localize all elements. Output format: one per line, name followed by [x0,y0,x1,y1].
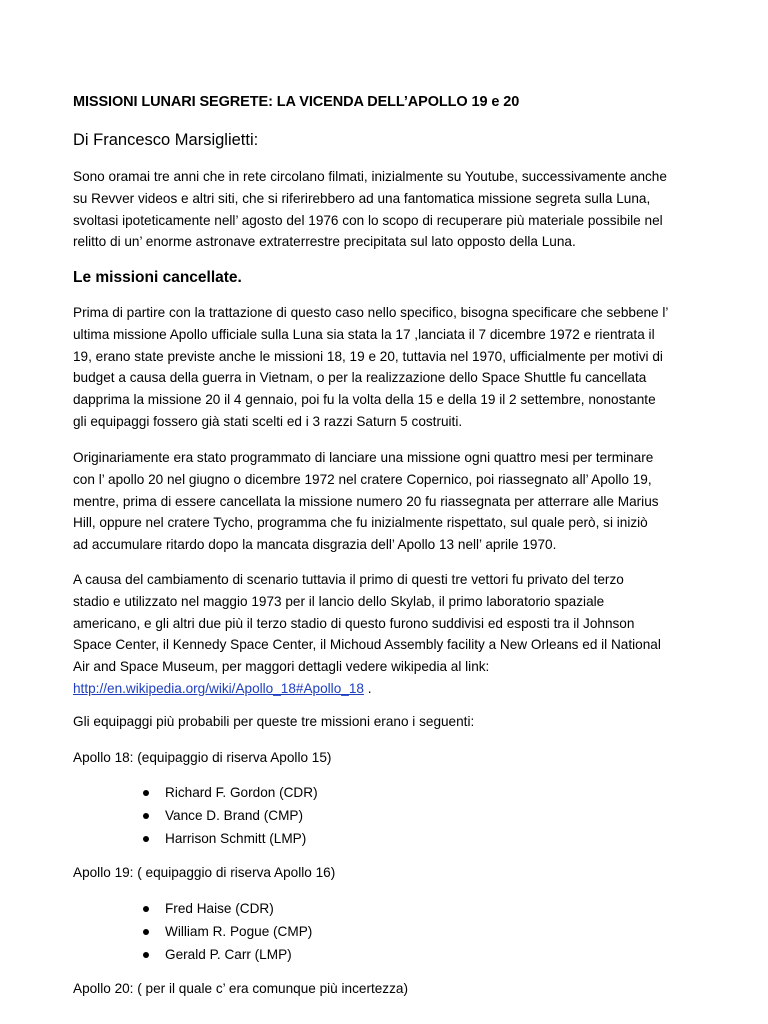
apollo20-label: Apollo 20: ( per il quale c’ era comunque più incertezza) [73,981,408,996]
text-line: budget a causa della guerra in Vietnam, o per la realizzazione dello Space Shuttle fu cancellata [73,370,647,386]
crew-member: Vance D. Brand (CMP) [165,808,303,823]
text-line: Hill, oppure nel cratere Tycho, programma che fu inizialmente rispettato, sul quale però, si iniziò [73,515,648,531]
text-line: dapprima la missione 20 il 4 gennaio, poi fu la volta della 15 e della 19 il 2 settembre, nonostante [73,392,656,408]
paragraph-vectors [73,569,703,700]
wikipedia-link[interactable]: http://en.wikipedia.org/wiki/Apollo_18#Apollo_18 [73,680,364,696]
list-item [143,781,318,804]
text-line: ultima missione Apollo ufficiale sulla Luna sia stata la 17 ,lanciata il 7 dicembre 1972 e rientrata il [73,326,655,342]
document-title: MISSIONI LUNARI SEGRETE: LA VICENDA DELL’APOLLO 19 e 20 [73,94,520,110]
paragraph-missions [73,302,703,433]
list-item [143,804,318,827]
text-line: Sono oramai tre anni che in rete circolano filmati, inizialmente su Youtube, successivamente anche [73,169,667,184]
crew-member: Harrison Schmitt (LMP) [165,831,307,846]
text-line: gli equipaggi fossero già stati scelti ed i 3 razzi Saturn 5 costruiti. [73,413,463,429]
text-line: ad accumulare ritardo dopo la mancata disgrazia dell’ Apollo 13 nell’ aprile 1970. [73,537,557,553]
text-line: su Revver videos e altri siti, che si riferirebbero ad una fantomatica missione segreta sulla Luna, [73,190,651,206]
link-suffix: . [363,680,372,696]
crew-member: Richard F. Gordon (CDR) [165,785,318,800]
text-line: stadio e utilizzato nel maggio 1973 per il lancio dello Skylab, il primo laboratorio spaziale [73,593,605,609]
bullet-icon [143,790,149,796]
bullet-icon [143,836,149,842]
crews-intro: Gli equipaggi più probabili per queste tre missioni erano i seguenti: [73,714,475,729]
text-line: Air and Space Museum, per maggori dettagli vedere wikipedia al link: [73,659,490,675]
link-line [73,678,703,700]
text-line: Space Center, il Kennedy Space Center, il Michoud Assembly facility a New Orleans ed il National [73,637,661,653]
text-line: Prima di partire con la trattazione di questo caso nello specifico, bisogna specificare che sebbene l’ [73,305,669,320]
text-line: mentre, prima di essere cancellata la missione numero 20 fu riassegnata per atterrare alle Marius [73,493,659,509]
author-line: Di Francesco Marsiglietti: [73,131,259,149]
crew-member: Fred Haise (CDR) [165,901,274,916]
text-line: A causa del cambiamento di scenario tuttavia il primo di questi tre vettori fu privato del terzo [73,572,624,587]
intro-paragraph [73,166,703,253]
bullet-icon [143,813,149,819]
list-item [143,827,318,850]
text-line: 19, erano state previste anche le missioni 18, 19 e 20, tuttavia nel 1970, ufficialmente per motivi di [73,348,663,364]
bullet-icon [143,906,149,912]
list-item [143,943,312,966]
crew-member: Gerald P. Carr (LMP) [165,947,292,962]
apollo18-label: Apollo 18: (equipaggio di riserva Apollo 15) [73,750,332,765]
crew-member: William R. Pogue (CMP) [165,924,313,939]
text-line: svoltasi ipoteticamente nell’ agosto del 1976 con lo scopo di recuperare più materiale possibile nel [73,212,663,228]
bullet-icon [143,929,149,935]
apollo19-crew-list [143,897,312,966]
bullet-icon [143,952,149,958]
text-line: relitto di un’ enorme astronave extraterrestre precipitata sul lato opposto della Luna. [73,234,576,250]
text-line: con l’ apollo 20 nel giugno o dicembre 1972 nel cratere Copernico, poi riassegnato all’ Apollo 19, [73,471,652,487]
text-line: americano, e gli altri due più il terzo stadio di questo furono suddivisi ed esposti tra il Johnson [73,615,635,631]
text-line: Originariamente era stato programmato di lanciare una missione ogni quattro mesi per terminare [73,450,654,465]
list-item [143,920,312,943]
list-item [143,897,312,920]
apollo18-crew-list [143,781,318,850]
paragraph-schedule [73,447,703,556]
apollo19-label: Apollo 19: ( equipaggio di riserva Apollo 16) [73,865,336,880]
section-heading: Le missioni cancellate. [73,269,242,286]
